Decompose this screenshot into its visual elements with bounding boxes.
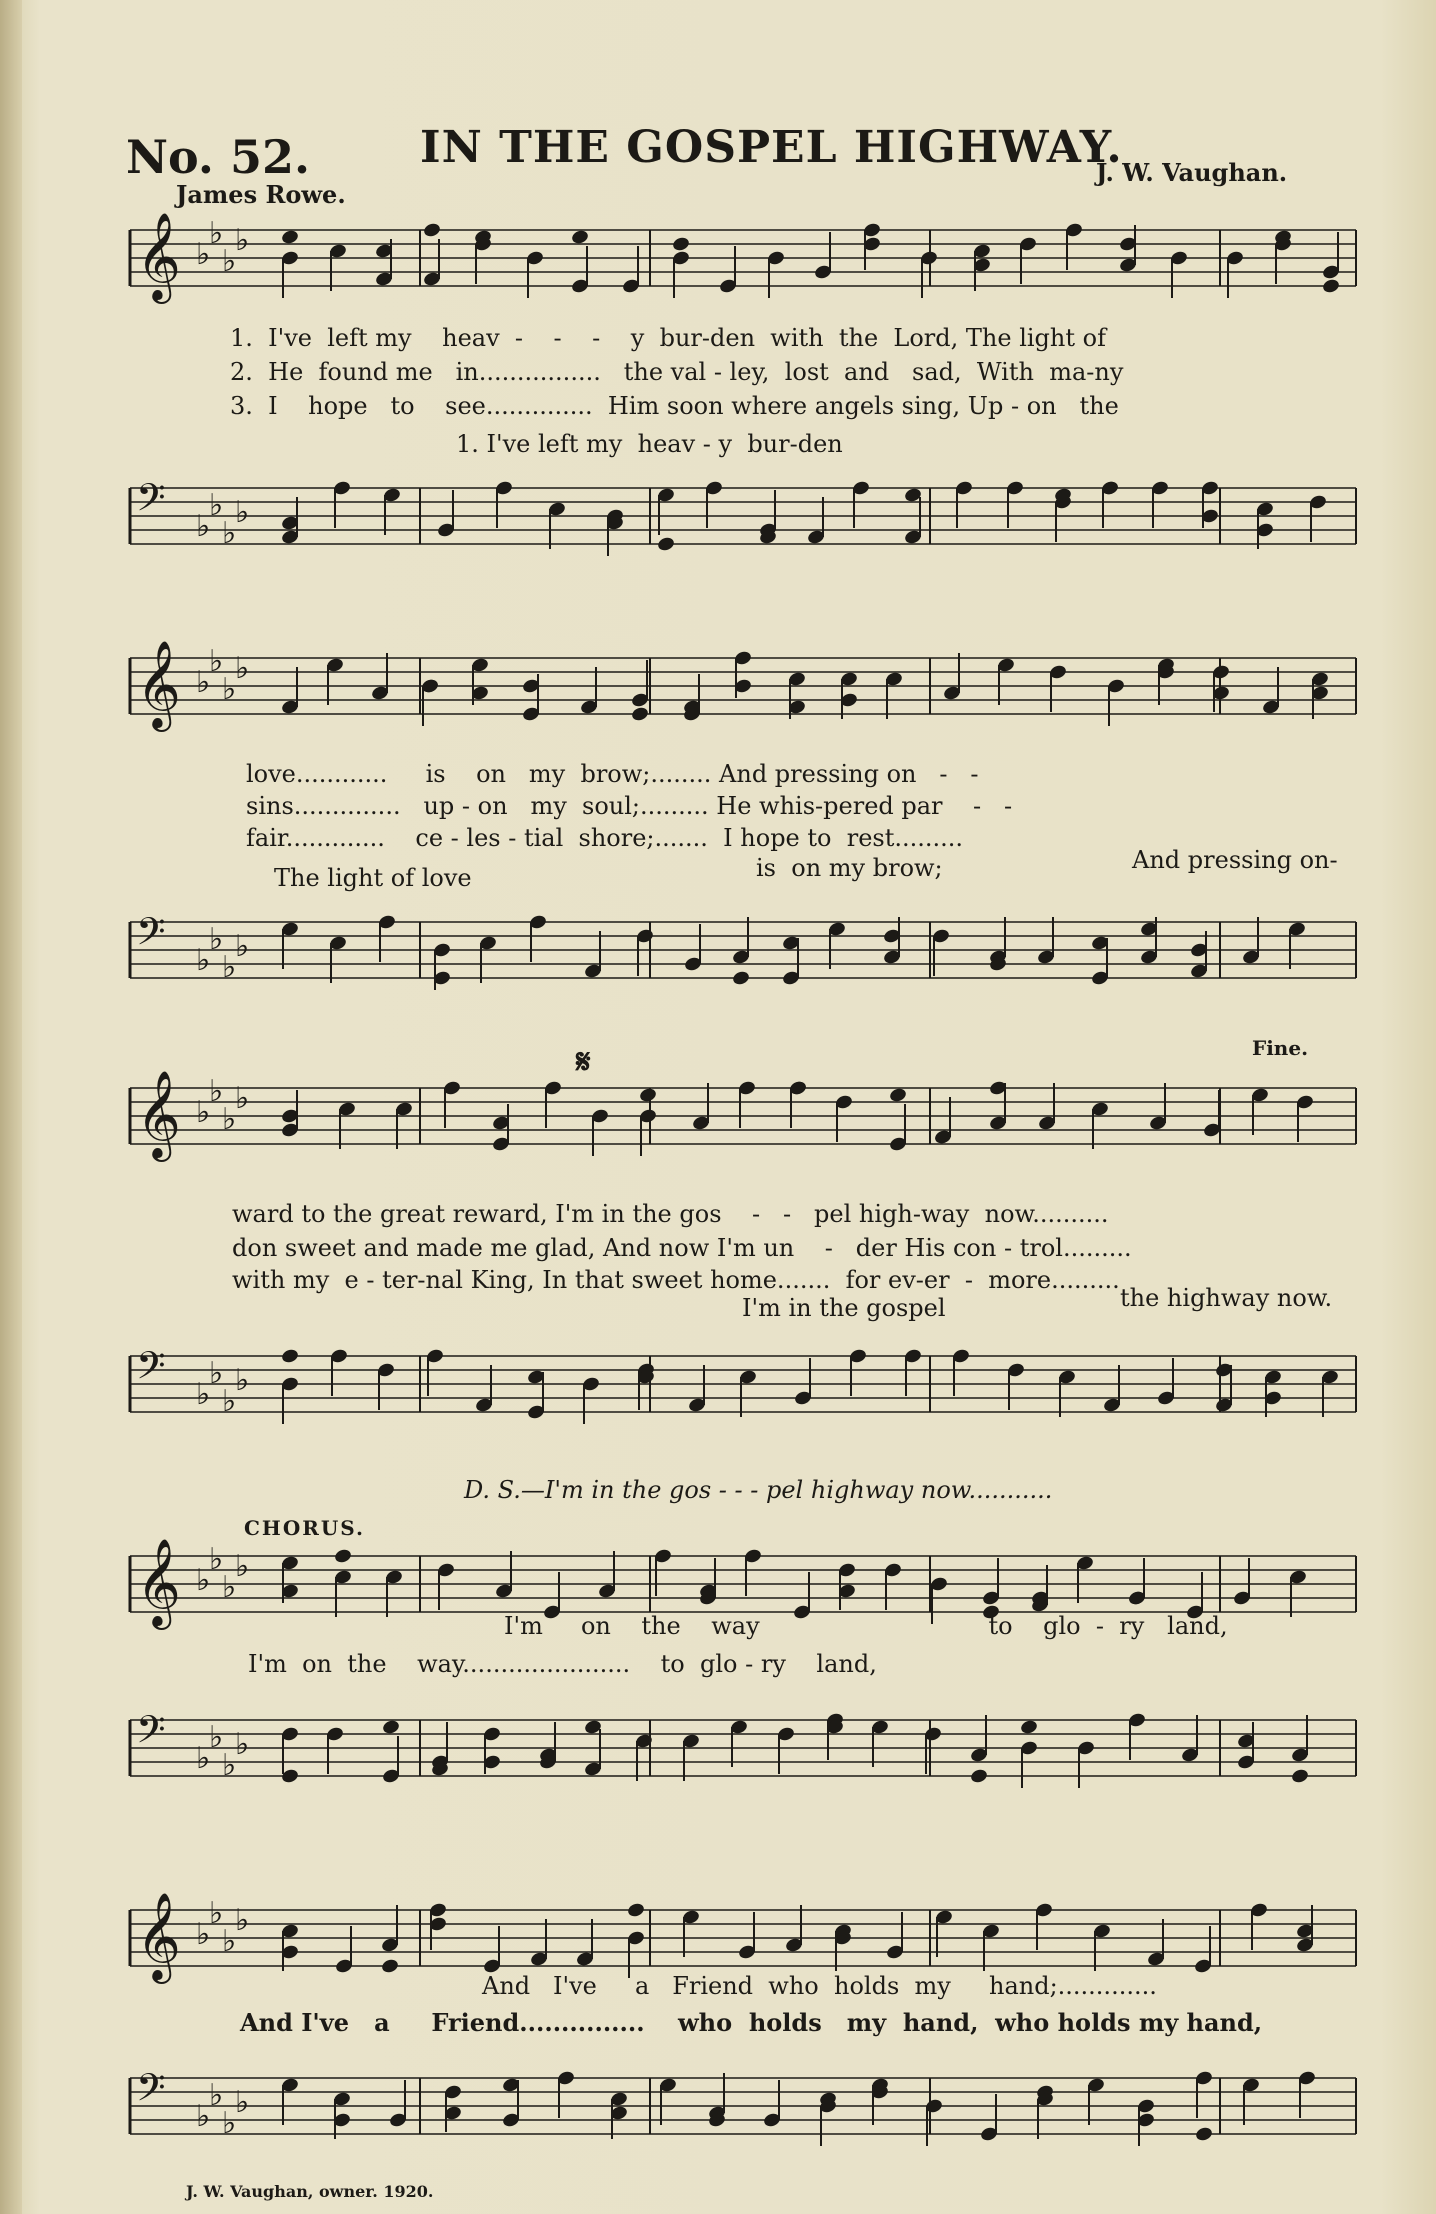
flat-sign: ♭	[209, 644, 224, 679]
lyric-verse-2: sins.............. up - on my soul;......... He whis-pered par - -	[246, 792, 1013, 820]
lyric-echo-3: And pressing on-	[1132, 846, 1338, 874]
bass-clef: 𝄢	[136, 2065, 166, 2119]
flat-sign: ♭	[235, 929, 250, 964]
flat-sign: ♭	[196, 1095, 211, 1130]
bass-staff	[120, 2048, 1370, 2178]
flat-sign: ♭	[222, 2106, 237, 2141]
lyric-bass-echo: 1. I've left my heav - y bur-den	[456, 430, 843, 458]
lyric-verse-2: 2. He found me in................ the val - ley, lost and sad, With ma-ny	[230, 358, 1124, 386]
lyricist-credit: James Rowe.	[176, 180, 346, 209]
treble-staff	[120, 200, 1370, 330]
flat-sign: ♭	[196, 1377, 211, 1412]
flat-sign: ♭	[209, 1356, 224, 1391]
bass-staff	[120, 1690, 1370, 1820]
bass-staff	[120, 458, 1370, 588]
hymn-number: No. 52.	[126, 130, 310, 184]
lyric-verse-3: 3. I hope to see.............. Him soon where angels sing, Up - on the	[230, 392, 1119, 420]
flat-sign: ♭	[222, 1384, 237, 1419]
flat-sign: ♭	[235, 1549, 250, 1584]
dal-segno-line: D. S.—I'm in the gos - - - pel highway now...........	[464, 1476, 1053, 1504]
flat-sign: ♭	[209, 1720, 224, 1755]
lyric-verse-3: fair............. ce - les - tial shore;....... I hope to rest.........	[246, 824, 964, 852]
treble-clef: 𝄞	[136, 1891, 181, 1980]
treble-staff	[120, 628, 1370, 758]
copyright-line: J. W. Vaughan, owner. 1920.	[186, 2182, 434, 2201]
flat-sign: ♭	[235, 223, 250, 258]
bass-staff	[120, 892, 1370, 1022]
flat-sign: ♭	[209, 216, 224, 251]
flat-sign: ♭	[222, 1924, 237, 1959]
composer-credit: J. W. Vaughan.	[1096, 158, 1288, 187]
treble-clef: 𝄞	[136, 211, 181, 300]
lyric-chorus-top: I'm on the way to glo - ry land,	[504, 1612, 1228, 1640]
lyric-echo-1: The light of love	[274, 864, 472, 892]
bass-clef: 𝄢	[136, 909, 166, 963]
flat-sign: ♭	[222, 516, 237, 551]
lyric-verse-3: with my e - ter-nal King, In that sweet home....... for ev-er - more.........	[232, 1266, 1120, 1294]
staff-lines	[130, 2065, 1356, 2141]
staff-lines	[130, 1891, 1356, 1984]
lyric-echo-1: I'm in the gospel	[742, 1294, 946, 1322]
lyric-echo-2: the highway now.	[1120, 1284, 1333, 1312]
staff-lines	[130, 1707, 1356, 1783]
treble-clef: 𝄞	[136, 1537, 181, 1626]
page-binding-edge	[0, 0, 22, 2214]
flat-sign: ♭	[235, 1727, 250, 1762]
staff-lines	[130, 475, 1356, 551]
flat-sign: ♭	[222, 244, 237, 279]
flat-sign: ♭	[222, 672, 237, 707]
flat-sign: ♭	[196, 1917, 211, 1952]
lyric-chorus-top: And I've a Friend who holds my hand;.............	[482, 1972, 1157, 2000]
hymn-title: IN THE GOSPEL HIGHWAY.	[420, 122, 1123, 173]
flat-sign: ♭	[209, 1074, 224, 1109]
lyric-verse-1: ward to the great reward, I'm in the gos - - pel high-way now..........	[232, 1200, 1109, 1228]
bass-staff	[120, 1326, 1370, 1456]
treble-clef: 𝄞	[136, 639, 181, 728]
flat-sign: ♭	[235, 1903, 250, 1938]
flat-sign: ♭	[196, 943, 211, 978]
lyric-verse-1: 1. I've left my heav - - - y bur-den with the Lord, The light of	[230, 324, 1106, 352]
lyric-verse-1: love............ is on my brow;........ And pressing on - -	[246, 760, 979, 788]
flat-sign: ♭	[209, 922, 224, 957]
fine-marker: Fine.	[1252, 1036, 1309, 1060]
flat-sign: ♭	[209, 2078, 224, 2113]
flat-sign: ♭	[235, 1081, 250, 1116]
lyric-chorus-bass: I'm on the way...................... to glo - ry land,	[248, 1650, 877, 1678]
flat-sign: ♭	[209, 1542, 224, 1577]
bass-clef: 𝄢	[136, 1343, 166, 1397]
flat-sign: ♭	[196, 1741, 211, 1776]
flat-sign: ♭	[196, 509, 211, 544]
flat-sign: ♭	[196, 2099, 211, 2134]
flat-sign: ♭	[196, 665, 211, 700]
flat-sign: ♭	[209, 1896, 224, 1931]
flat-sign: ♭	[196, 1563, 211, 1598]
lyric-verse-2: don sweet and made me glad, And now I'm un - der His con - trol.........	[232, 1234, 1132, 1262]
bass-clef: 𝄢	[136, 1707, 166, 1761]
lyric-chorus-bass: And I've a Friend............... who holds my hand, who holds my hand,	[240, 2008, 1263, 2037]
bass-clef: 𝄢	[136, 475, 166, 529]
flat-sign: ♭	[235, 495, 250, 530]
flat-sign: ♭	[235, 1363, 250, 1398]
staff-lines	[130, 1069, 1356, 1162]
treble-clef: 𝄞	[136, 1069, 181, 1158]
lyric-echo-2: is on my brow;	[756, 854, 943, 882]
chorus-label: CHORUS.	[244, 1516, 365, 1540]
segno-sign: 𝄋	[576, 1042, 591, 1082]
flat-sign: ♭	[209, 488, 224, 523]
flat-sign: ♭	[235, 2085, 250, 2120]
flat-sign: ♭	[222, 1570, 237, 1605]
flat-sign: ♭	[235, 651, 250, 686]
flat-sign: ♭	[222, 1102, 237, 1137]
flat-sign: ♭	[222, 950, 237, 985]
flat-sign: ♭	[196, 237, 211, 272]
treble-staff	[120, 1058, 1370, 1188]
flat-sign: ♭	[222, 1748, 237, 1783]
